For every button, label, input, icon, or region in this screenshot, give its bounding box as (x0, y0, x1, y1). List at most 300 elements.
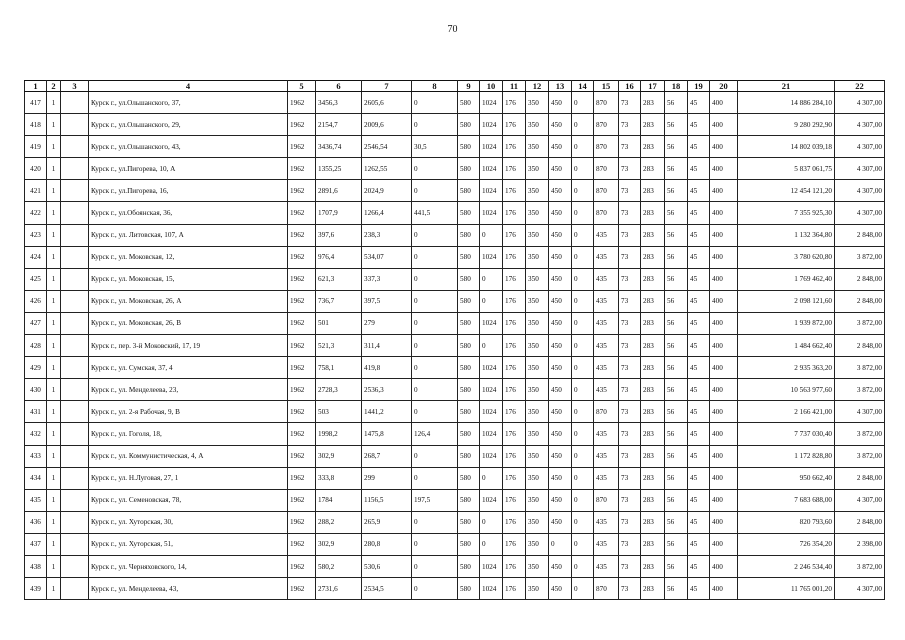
table-cell: Курск г., пер. 3-й Моковский, 17, 19 (89, 335, 288, 357)
table-cell: 870 (594, 401, 619, 423)
table-cell: 283 (641, 158, 665, 180)
table-cell: 0 (412, 555, 458, 577)
table-cell: 45 (688, 268, 710, 290)
table-cell: 1 939 872,00 (738, 312, 835, 334)
table-cell: 580 (458, 180, 480, 202)
column-header-10: 10 (480, 81, 503, 92)
table-cell: 1962 (288, 92, 316, 114)
table-cell: 1962 (288, 555, 316, 577)
table-cell: 283 (641, 555, 665, 577)
table-cell: 0 (480, 533, 503, 555)
column-header-13: 13 (549, 81, 572, 92)
table-cell: 450 (549, 423, 572, 445)
table-cell: 350 (526, 246, 549, 268)
table-cell: Курск г., ул.Пигорева, 16, (89, 180, 288, 202)
table-cell: 0 (549, 533, 572, 555)
column-header-19: 19 (688, 81, 710, 92)
table-cell: 1962 (288, 114, 316, 136)
table-cell: 283 (641, 335, 665, 357)
table-cell: 400 (710, 224, 738, 246)
table-cell: 1962 (288, 489, 316, 511)
table-cell: 45 (688, 533, 710, 555)
table-cell: 56 (665, 335, 688, 357)
table-cell: 350 (526, 578, 549, 600)
table-cell: 2605,6 (362, 92, 412, 114)
table-cell: 350 (526, 467, 549, 489)
table-cell: 350 (526, 290, 549, 312)
table-cell: 1 172 828,80 (738, 445, 835, 467)
table-cell: 350 (526, 202, 549, 224)
table-cell: 45 (688, 578, 710, 600)
table-cell: 580 (458, 379, 480, 401)
table-cell: 1 (47, 379, 61, 401)
table-cell: 73 (619, 533, 641, 555)
table-cell: 580 (458, 158, 480, 180)
table-cell: 1262,55 (362, 158, 412, 180)
table-cell: 435 (594, 335, 619, 357)
column-header-12: 12 (526, 81, 549, 92)
table-cell: 56 (665, 357, 688, 379)
table-row (25, 180, 885, 202)
table-cell: 73 (619, 423, 641, 445)
table-cell: 73 (619, 335, 641, 357)
table-cell: 450 (549, 92, 572, 114)
table-cell: 580 (458, 246, 480, 268)
table-cell: 417 (25, 92, 47, 114)
table-cell: 0 (412, 92, 458, 114)
table-cell: 238,3 (362, 224, 412, 246)
table-cell: 1962 (288, 312, 316, 334)
table-cell: 0 (572, 578, 594, 600)
table-cell: 400 (710, 578, 738, 600)
table-cell: 0 (572, 92, 594, 114)
table-cell: 45 (688, 335, 710, 357)
table-cell (61, 268, 89, 290)
table-cell: 434 (25, 467, 47, 489)
table-cell (61, 136, 89, 158)
table-cell: 311,4 (362, 335, 412, 357)
table-cell: 1 (47, 136, 61, 158)
table-cell: 621,3 (316, 268, 362, 290)
table-cell: 1962 (288, 246, 316, 268)
table-cell: 1024 (480, 445, 503, 467)
table-cell: 176 (503, 335, 526, 357)
table-cell: Курск г., ул. Сумская, 37, 4 (89, 357, 288, 379)
table-cell: 1156,5 (362, 489, 412, 511)
table-cell: 45 (688, 423, 710, 445)
table-cell: 435 (594, 445, 619, 467)
table-cell: 400 (710, 335, 738, 357)
table-cell: 73 (619, 202, 641, 224)
table-cell: 441,5 (412, 202, 458, 224)
table-cell: 350 (526, 136, 549, 158)
table-cell: 176 (503, 445, 526, 467)
table-cell (61, 335, 89, 357)
column-header-18: 18 (665, 81, 688, 92)
table-cell: 12 454 121,20 (738, 180, 835, 202)
table-cell: 176 (503, 180, 526, 202)
table-cell: 426 (25, 290, 47, 312)
table-cell: 503 (316, 401, 362, 423)
table-cell: 580 (458, 445, 480, 467)
table-cell: 2154,7 (316, 114, 362, 136)
table-cell: 580 (458, 136, 480, 158)
table-cell: 73 (619, 290, 641, 312)
table-cell: 580 (458, 114, 480, 136)
table-cell (61, 246, 89, 268)
table-cell: 176 (503, 379, 526, 401)
table-cell: 397,5 (362, 290, 412, 312)
table-cell: 2 098 121,60 (738, 290, 835, 312)
table-cell: 400 (710, 533, 738, 555)
table-row (25, 224, 885, 246)
table-cell: 283 (641, 312, 665, 334)
table-cell: 73 (619, 268, 641, 290)
table-cell: 0 (412, 357, 458, 379)
table-cell: 1024 (480, 423, 503, 445)
table-cell: 1024 (480, 114, 503, 136)
table-cell: 56 (665, 489, 688, 511)
table-cell: 1 (47, 268, 61, 290)
table-cell: 1 (47, 401, 61, 423)
table-cell: 427 (25, 312, 47, 334)
table-cell: 283 (641, 467, 665, 489)
table-cell: Курск г., ул. Моковская, 15, (89, 268, 288, 290)
table-cell: 1024 (480, 312, 503, 334)
table-cell: 73 (619, 555, 641, 577)
table-cell: 73 (619, 312, 641, 334)
table-cell: 45 (688, 224, 710, 246)
table-cell: 420 (25, 158, 47, 180)
table-cell: 4 307,00 (835, 136, 885, 158)
table-cell: 1 (47, 335, 61, 357)
table-cell: 1 484 662,40 (738, 335, 835, 357)
table-cell: 0 (572, 511, 594, 533)
table-cell: 0 (572, 335, 594, 357)
table-cell: 0 (572, 401, 594, 423)
table-cell: 2009,6 (362, 114, 412, 136)
table-cell: 56 (665, 511, 688, 533)
table-cell: 1024 (480, 578, 503, 600)
column-header-21: 21 (738, 81, 835, 92)
table-cell: 0 (572, 357, 594, 379)
table-cell: 45 (688, 202, 710, 224)
column-header-16: 16 (619, 81, 641, 92)
table-cell: 56 (665, 224, 688, 246)
table-cell: Курск г., ул. Коммунистическая, 4, А (89, 445, 288, 467)
table-cell: 580 (458, 511, 480, 533)
table-cell: 1 (47, 489, 61, 511)
table-cell: 56 (665, 136, 688, 158)
table-cell: 400 (710, 180, 738, 202)
table-cell: 56 (665, 290, 688, 312)
table-cell: 2 246 534,40 (738, 555, 835, 577)
table-cell: 3456,3 (316, 92, 362, 114)
column-header-5: 5 (288, 81, 316, 92)
table-cell: 435 (594, 511, 619, 533)
table-cell: 283 (641, 268, 665, 290)
table-cell: 0 (572, 224, 594, 246)
table-cell: 1 (47, 555, 61, 577)
table-cell: 4 307,00 (835, 202, 885, 224)
table-cell (61, 114, 89, 136)
table-cell: 1024 (480, 202, 503, 224)
table-cell: 580 (458, 533, 480, 555)
table-row (25, 401, 885, 423)
table-cell: 350 (526, 445, 549, 467)
table-cell: 0 (412, 114, 458, 136)
table-cell: 283 (641, 290, 665, 312)
table-cell: 400 (710, 290, 738, 312)
table-cell: Курск г., ул. 2-я Рабочая, 9, В (89, 401, 288, 423)
table-cell: 73 (619, 114, 641, 136)
table-cell: 73 (619, 180, 641, 202)
table-cell: 176 (503, 511, 526, 533)
table-cell: 45 (688, 379, 710, 401)
table-cell: 450 (549, 180, 572, 202)
table-row (25, 533, 885, 555)
table-cell: Курск г., ул.Ольшанского, 43, (89, 136, 288, 158)
table-cell: 0 (572, 202, 594, 224)
table-cell: 435 (594, 224, 619, 246)
table-cell: Курск г., ул. Менделеева, 43, (89, 578, 288, 600)
table-cell: 56 (665, 401, 688, 423)
table-cell: 1024 (480, 401, 503, 423)
table-cell: 435 (594, 268, 619, 290)
table-cell: 1 (47, 158, 61, 180)
table-cell: 0 (412, 268, 458, 290)
table-cell: 3 780 620,80 (738, 246, 835, 268)
header-row (25, 81, 885, 92)
table-cell: 0 (572, 114, 594, 136)
table-cell: 0 (412, 445, 458, 467)
table-cell: 350 (526, 423, 549, 445)
table-cell: Курск г., ул.Ольшанского, 29, (89, 114, 288, 136)
table-cell: 0 (572, 290, 594, 312)
table-cell: 400 (710, 467, 738, 489)
table-cell: 288,2 (316, 511, 362, 533)
table-cell: 1962 (288, 136, 316, 158)
table-cell: 1475,8 (362, 423, 412, 445)
table-row (25, 445, 885, 467)
table-cell: 1 (47, 180, 61, 202)
table-cell: 350 (526, 114, 549, 136)
table-cell: 400 (710, 136, 738, 158)
table-cell: Курск г., ул. Литовская, 107, А (89, 224, 288, 246)
table-cell: 1 (47, 578, 61, 600)
table-cell: 350 (526, 224, 549, 246)
table-cell: 2728,3 (316, 379, 362, 401)
data-table (24, 80, 885, 600)
table-cell: 176 (503, 533, 526, 555)
table-cell: Курск г., ул. Моковская, 12, (89, 246, 288, 268)
table-cell: 2 935 363,20 (738, 357, 835, 379)
table-row (25, 136, 885, 158)
table-cell: Курск г., ул. Черняховского, 14, (89, 555, 288, 577)
table-cell: 1 (47, 445, 61, 467)
table-cell: Курск г., ул.Ольшанского, 37, (89, 92, 288, 114)
table-cell (61, 312, 89, 334)
table-cell: 283 (641, 357, 665, 379)
table-cell: 1962 (288, 423, 316, 445)
table-cell: 337,3 (362, 268, 412, 290)
table-cell: 501 (316, 312, 362, 334)
table-cell: 1024 (480, 357, 503, 379)
table-cell: 1 (47, 312, 61, 334)
table-cell: 435 (594, 379, 619, 401)
table-cell: 450 (549, 578, 572, 600)
table-cell: 2546,54 (362, 136, 412, 158)
table-cell: 870 (594, 202, 619, 224)
table-cell: 1 (47, 423, 61, 445)
table-cell: 45 (688, 489, 710, 511)
table-cell: 56 (665, 578, 688, 600)
table-cell: 580 (458, 268, 480, 290)
table-cell: 73 (619, 489, 641, 511)
table-cell: 0 (572, 136, 594, 158)
table-cell: 400 (710, 511, 738, 533)
table-cell: 350 (526, 379, 549, 401)
table-header (25, 81, 885, 92)
table-cell: Курск г., ул.Пигорева, 10, А (89, 158, 288, 180)
table-cell: 1 769 462,40 (738, 268, 835, 290)
table-cell: 435 (594, 423, 619, 445)
table-row (25, 290, 885, 312)
table-cell: 4 307,00 (835, 158, 885, 180)
table-cell: 397,6 (316, 224, 362, 246)
table-cell: 45 (688, 290, 710, 312)
table-cell: 436 (25, 511, 47, 533)
table-cell: 950 662,40 (738, 467, 835, 489)
table-cell: 1024 (480, 489, 503, 511)
table-cell: 0 (412, 379, 458, 401)
table-cell: 56 (665, 467, 688, 489)
table-row (25, 467, 885, 489)
table-cell: 283 (641, 533, 665, 555)
table-cell: 0 (572, 312, 594, 334)
column-header-3: 3 (61, 81, 89, 92)
table-cell: 350 (526, 158, 549, 180)
table-cell: 0 (480, 268, 503, 290)
table-cell: 580 (458, 401, 480, 423)
table-cell: 350 (526, 335, 549, 357)
table-row (25, 202, 885, 224)
table-cell: 350 (526, 533, 549, 555)
table-cell: 73 (619, 136, 641, 158)
table-cell: 45 (688, 445, 710, 467)
table-cell: 56 (665, 423, 688, 445)
table-cell: 428 (25, 335, 47, 357)
table-cell: 870 (594, 136, 619, 158)
table-cell: 176 (503, 268, 526, 290)
table-cell: 3436,74 (316, 136, 362, 158)
table-cell: 1 (47, 467, 61, 489)
table-cell: 73 (619, 246, 641, 268)
table-cell: 0 (412, 180, 458, 202)
table-cell: 45 (688, 114, 710, 136)
table-row (25, 268, 885, 290)
table-row (25, 357, 885, 379)
table-cell: 0 (412, 158, 458, 180)
table-row (25, 511, 885, 533)
table-cell: 1266,4 (362, 202, 412, 224)
table-cell: 283 (641, 136, 665, 158)
table-cell (61, 467, 89, 489)
table-cell: 450 (549, 246, 572, 268)
column-header-9: 9 (458, 81, 480, 92)
table-cell: 73 (619, 92, 641, 114)
table-cell: 580 (458, 489, 480, 511)
table-cell (61, 578, 89, 600)
table-cell: 350 (526, 312, 549, 334)
table-cell: 1024 (480, 180, 503, 202)
column-header-8: 8 (412, 81, 458, 92)
table-cell: Курск г., ул. Менделеева, 23, (89, 379, 288, 401)
table-cell: 0 (412, 224, 458, 246)
column-header-1: 1 (25, 81, 47, 92)
table-cell: 400 (710, 158, 738, 180)
table-cell: 450 (549, 158, 572, 180)
table-cell: 0 (480, 335, 503, 357)
table-cell: 758,1 (316, 357, 362, 379)
table-cell: 176 (503, 224, 526, 246)
table-cell (61, 555, 89, 577)
table-cell: 1441,2 (362, 401, 412, 423)
table-cell: 283 (641, 114, 665, 136)
table-cell (61, 224, 89, 246)
table-cell: 435 (25, 489, 47, 511)
table-cell: 580 (458, 467, 480, 489)
table-cell: 421 (25, 180, 47, 202)
table-cell: 1024 (480, 555, 503, 577)
column-header-20: 20 (710, 81, 738, 92)
table-cell: 1355,25 (316, 158, 362, 180)
table-cell: 176 (503, 114, 526, 136)
table-cell: 435 (594, 312, 619, 334)
table-cell: 3 872,00 (835, 312, 885, 334)
table-cell: 1962 (288, 290, 316, 312)
table-cell: 45 (688, 555, 710, 577)
table-cell: 279 (362, 312, 412, 334)
table-cell: 350 (526, 489, 549, 511)
table-cell: 400 (710, 202, 738, 224)
table-cell: 1 (47, 202, 61, 224)
table-cell: 429 (25, 357, 47, 379)
table-cell: 423 (25, 224, 47, 246)
table-cell: 2 166 421,00 (738, 401, 835, 423)
table-cell: 56 (665, 114, 688, 136)
table-cell: 1 (47, 357, 61, 379)
table-cell: 9 280 292,90 (738, 114, 835, 136)
table-cell: 45 (688, 357, 710, 379)
table-cell: 176 (503, 246, 526, 268)
table-cell: 450 (549, 312, 572, 334)
table-row (25, 114, 885, 136)
table-row (25, 379, 885, 401)
table-cell: 870 (594, 578, 619, 600)
table-cell: 56 (665, 445, 688, 467)
table-cell: 7 683 688,00 (738, 489, 835, 511)
table-cell: 400 (710, 268, 738, 290)
table-cell: 2891,6 (316, 180, 362, 202)
table-row (25, 158, 885, 180)
table-cell: 530,6 (362, 555, 412, 577)
table-cell: 418 (25, 114, 47, 136)
table-cell: 56 (665, 312, 688, 334)
table-cell: 176 (503, 357, 526, 379)
table-row (25, 92, 885, 114)
table-cell: 2731,6 (316, 578, 362, 600)
